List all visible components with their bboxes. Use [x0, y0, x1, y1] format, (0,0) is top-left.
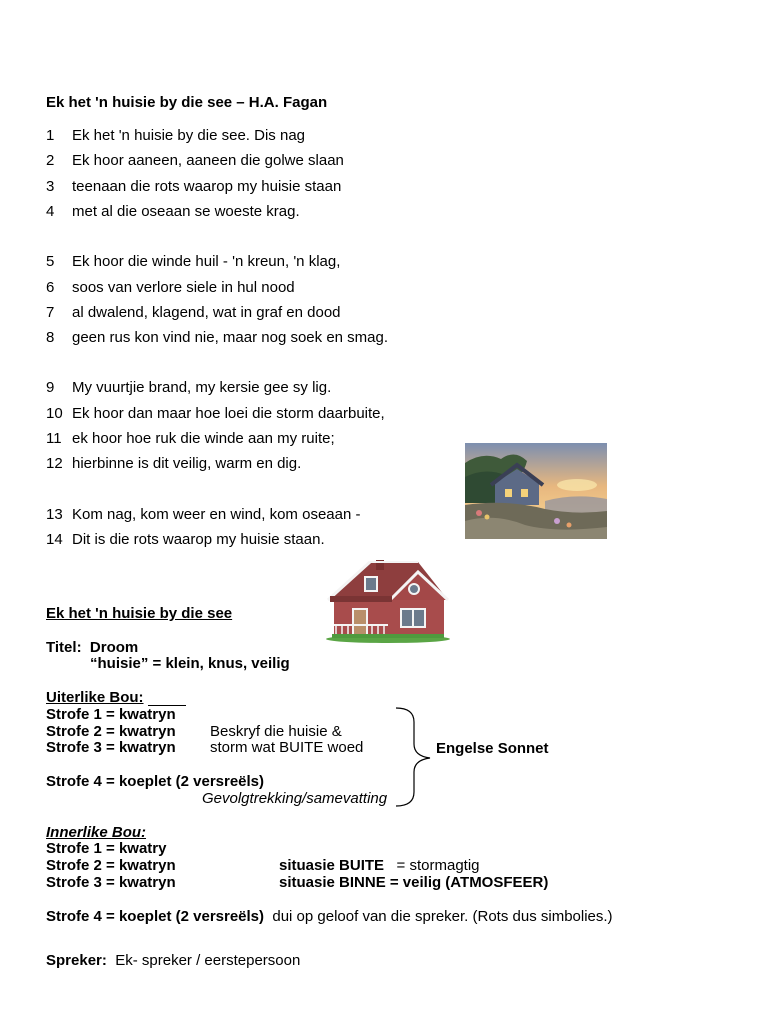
- curly-brace-icon: [394, 706, 438, 808]
- line-number: 5: [46, 253, 55, 270]
- line-text: geen rus kon vind nie, maar nog soek en smag.: [72, 329, 389, 346]
- line-number: 13: [46, 506, 63, 523]
- line-text: ek hoor hoe ruk die winde aan my ruite;: [72, 430, 335, 447]
- line-number: 14: [46, 531, 63, 548]
- poem-line: [46, 152, 344, 169]
- innerlike-strofe-4-line: [46, 908, 613, 925]
- poem-line: [46, 304, 341, 321]
- poem-line: [46, 379, 331, 396]
- situasie-binne: situasie BINNE = veilig (ATMOSFEER): [279, 874, 549, 891]
- poem-title: Ek het 'n huisie by die see – H.A. Fagan: [46, 94, 328, 111]
- line-text: al dwalend, klagend, wat in graf en dood: [72, 304, 341, 321]
- line-number: 7: [46, 304, 55, 321]
- uiterlike-desc-1: Beskryf die huisie &: [210, 723, 342, 740]
- poem-line: [46, 430, 335, 447]
- uiterlike-strofe-2: Strofe 2 = kwatryn: [46, 723, 176, 740]
- poem-line: [46, 329, 388, 346]
- innerlike-strofe-1: Strofe 1 = kwatry: [46, 840, 167, 857]
- strofe-4-desc: dui op geloof van die spreker. (Rots dus simbolies.): [272, 908, 613, 925]
- situasie-buite: situasie BUITE: [279, 857, 385, 874]
- uiterlike-strofe-4: Strofe 4 = koeplet (2 versreëls): [46, 773, 265, 790]
- uiterlike-desc-2: storm wat BUITE woed: [210, 739, 364, 756]
- line-number: 4: [46, 203, 55, 220]
- poem-line: [46, 127, 305, 144]
- line-number: 10: [46, 405, 63, 422]
- poem-line: [46, 203, 300, 220]
- innerlike-strofe-3: Strofe 3 = kwatryn: [46, 874, 176, 891]
- engelse-sonnet: Engelse Sonnet: [436, 740, 549, 757]
- uiterlike-strofe-3: Strofe 3 = kwatryn: [46, 739, 176, 756]
- line-number: 11: [46, 430, 62, 447]
- buite-value: = stormagtig: [396, 857, 480, 874]
- line-text: Ek hoor dan maar hoe loei die storm daarbuite,: [72, 405, 385, 422]
- poem-line: [46, 455, 301, 472]
- line-number: 1: [46, 127, 55, 144]
- line-text: Ek hoor die winde huil - 'n kreun, 'n klag,: [72, 253, 341, 270]
- spreker-value: Ek- spreker / eerstepersoon: [115, 952, 301, 969]
- line-text: Kom nag, kom weer en wind, kom oseaan -: [72, 506, 361, 523]
- spreker-line: [46, 952, 300, 969]
- line-number: 2: [46, 152, 55, 169]
- huisie-line: “huisie” = klein, knus, veilig: [90, 655, 290, 672]
- gevolgtrekking: Gevolgtrekking/samevatting: [202, 790, 388, 807]
- innerlike-strofe-4: Strofe 4 = koeplet (2 versreëls): [46, 908, 265, 925]
- line-text: Ek hoor aaneen, aaneen die golwe slaan: [72, 152, 344, 169]
- line-number: 6: [46, 279, 55, 296]
- house-illustration: [322, 558, 452, 644]
- notes-heading: Ek het 'n huisie by die see: [46, 605, 233, 622]
- titel-label: Titel:: [46, 639, 82, 656]
- poem-line: [46, 279, 295, 296]
- line-number: 9: [46, 379, 55, 396]
- uiterlike-heading: Uiterlike Bou:: [46, 689, 144, 706]
- line-number: 8: [46, 329, 55, 346]
- titel-line: [46, 639, 138, 656]
- innerlike-heading: Innerlike Bou:: [46, 824, 147, 841]
- line-text: teenaan die rots waarop my huisie staan: [72, 178, 342, 195]
- poem-line: [46, 178, 341, 195]
- uiterlike-strofe-1: Strofe 1 = kwatryn: [46, 706, 176, 723]
- innerlike-strofe-2: Strofe 2 = kwatryn: [46, 857, 176, 874]
- line-text: Ek het 'n huisie by die see. Dis nag: [72, 127, 305, 144]
- poem-line: [46, 253, 340, 270]
- line-number: 12: [46, 455, 63, 472]
- spreker-label: Spreker:: [46, 952, 107, 969]
- line-text: hierbinne is dit veilig, warm en dig.: [72, 455, 302, 472]
- poem-line: [46, 531, 325, 548]
- line-text: My vuurtjie brand, my kersie gee sy lig.: [72, 379, 332, 396]
- line-text: Dit is die rots waarop my huisie staan.: [72, 531, 325, 548]
- titel-value: Droom: [89, 639, 139, 656]
- poem-line: [46, 405, 385, 422]
- line-text: met al die oseaan se woeste krag.: [72, 203, 300, 220]
- line-text: soos van verlore siele in hul nood: [72, 279, 295, 296]
- line-number: 3: [46, 178, 55, 195]
- poem-line: [46, 506, 360, 523]
- situasie-buite-line: [279, 857, 480, 874]
- cottage-painting: [465, 443, 607, 539]
